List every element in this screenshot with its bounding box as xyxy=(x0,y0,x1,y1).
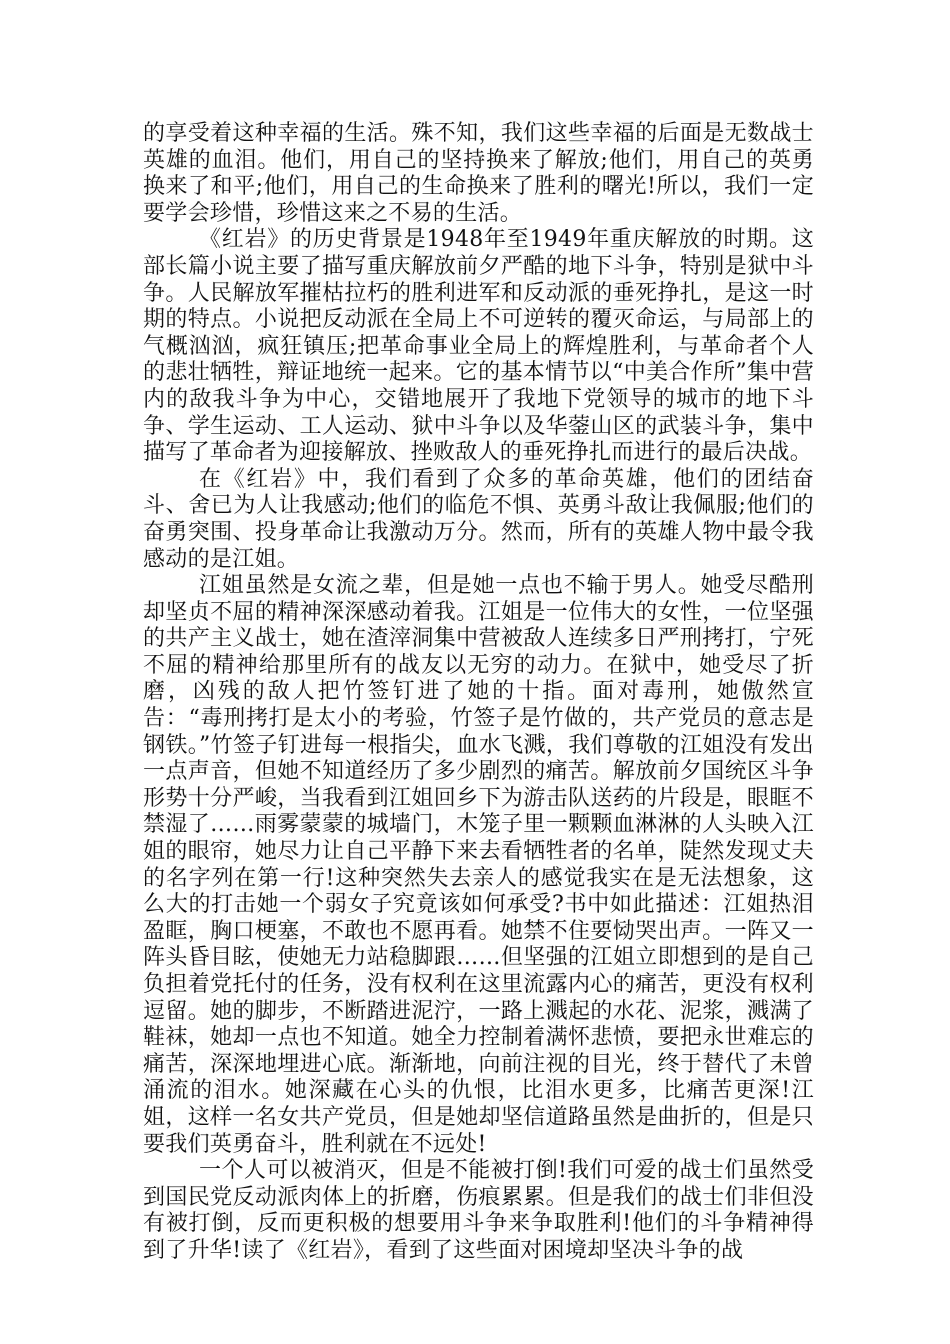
paragraph-4: 江姐虽然是女流之辈，但是她一点也不输于男人。她受尽酷刑却坚贞不屈的精神深深感动着我。江姐是一位伟大的女性，一位坚强的共产主义战士，她在渣滓洞集中营被敌人连续多日严刑拷打，宁死不屈的精神给那里所有的战友以无穷的动力。在狱中，她受尽了折磨，凶残的敌人把竹签钉进了她的十指。面对毒刑，她傲然宣告：“毒刑拷打是太小的考验，竹签子是竹做的，共产党员的意志是钢铁。”竹签子钉进每一根指尖，血水飞溅，我们尊敬的江姐没有发出一点声音，但她不知道经历了多少剧烈的痛苦。解放前夕国统区斗争形势十分严峻，当我看到江姐回乡下为游击队送药的片段是，眼眶不禁湿了……雨雾蒙蒙的城墙门，木笼子里一颗颗血淋淋的人头映入江姐的眼帘，她尽力让自己平静下来去看牺牲者的名单，陡然发现丈夫的名字列在第一行!这种突然失去亲人的感觉我实在是无法想象，这么大的打击她一个弱女子究竟该如何承受?书中如此描述：江姐热泪盈眶，胸口梗塞，不敢也不愿再看。她禁不住要恸哭出声。一阵又一阵头昏目眩，使她无力站稳脚跟……但坚强的江姐立即想到的是自己负担着党托付的任务，没有权利在这里流露内心的痛苦，更没有权利逗留。她的脚步，不断踏进泥泞，一路上溅起的水花、泥浆，溅满了鞋袜，她却一点也不知道。她全力控制着满怀悲愤，要把永世难忘的痛苦，深深地埋进心底。渐渐地，向前注视的目光，终于替代了未曾涌流的泪水。她深藏在心头的仇恨，比泪水更多，比痛苦更深!江姐，这样一名女共产党员，但是她却坚信道路虽然是曲折的，但是只要我们英勇奋斗，胜利就在不远处! xyxy=(143,573,814,1157)
paragraph-2: 《红岩》的历史背景是1948年至1949年重庆解放的时期。这部长篇小说主要了描写重庆解放前夕严酷的地下斗争，特别是狱中斗争。人民解放军摧枯拉朽的胜利进军和反动派的垂死挣扎，是这一时期的特点。小说把反动派在全局上不可逆转的覆灭命运，与局部上的气概汹汹，疯狂镇压;把革命事业全局上的辉煌胜利，与革命者个人的悲壮牺牲，辩证地统一起来。它的基本情节以“中美合作所”集中营内的敌我斗争为中心，交错地展开了我地下党领导的城市的地下斗争、学生运动、工人运动、狱中斗争以及华蓥山区的武装斗争，集中描写了革命者为迎接解放、挫败敌人的垂死挣扎而进行的最后决战。 xyxy=(143,227,814,466)
paragraph-5: 一个人可以被消灭，但是不能被打倒!我们可爱的战士们虽然受到国民党反动派肉体上的折磨，伤痕累累。但是我们的战士们非但没有被打倒，反而更积极的想要用斗争来争取胜利!他们的斗争精神得到了升华!读了《红岩》，看到了这些面对困境却坚决斗争的战 xyxy=(143,1158,814,1263)
body-text xyxy=(143,121,814,1265)
paragraph-3: 在《红岩》中，我们看到了众多的革命英雄，他们的团结奋斗、舍已为人让我感动;他们的临危不惧、英勇斗敌让我佩服;他们的奋勇突围、投身革命让我激动万分。然而，所有的英雄人物中最令我感动的是江姐。 xyxy=(143,466,814,572)
paragraph-1: 的享受着这种幸福的生活。殊不知，我们这些幸福的后面是无数战士英雄的血泪。他们，用自己的坚持换来了解放;他们，用自己的英勇换来了和平;他们，用自己的生命换来了胜利的曙光!所以，我们一定要学会珍惜，珍惜这来之不易的生活。 xyxy=(143,121,814,226)
